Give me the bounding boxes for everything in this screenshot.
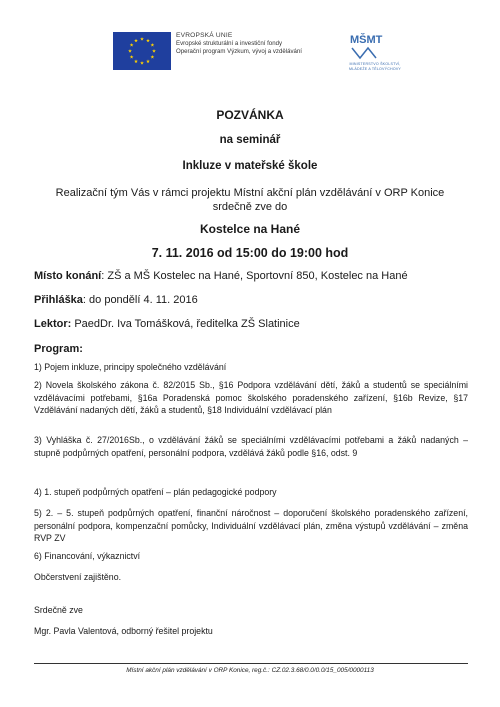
program-item: 1) Pojem inkluze, principy společného vzdělávání (34, 362, 227, 372)
venue-line (34, 270, 474, 282)
refreshment-note: Občerstvení zajištěno. (34, 572, 122, 582)
lecturer-label: Lektor: (34, 318, 72, 330)
msmt-line-2: MLÁDEŽE A TĚLOVÝCHOVY (348, 66, 402, 71)
lecturer-value: PaedDr. Iva Tomášková, ředitelka ZŠ Slatinice (71, 318, 300, 330)
eu-flag-icon (113, 32, 171, 70)
venue-value: : ZŠ a MŠ Kostelec na Hané, Sportovní 850, Kostelec na Hané (101, 270, 408, 282)
program-item: 3) Vyhláška č. 27/2016Sb., o vzdělávání žáků se speciálními vzdělávacími potřebami a žáků nadaných – stupně podpůrných opatření, personální podpora, vzdělává žáků podle §16, odst. 9 (34, 435, 468, 458)
place-name: Kostelce na Hané (199, 222, 301, 236)
lecturer-line (34, 318, 474, 330)
signup-label: Přihláška (34, 294, 83, 306)
eu-title: EVROPSKÁ UNIE (176, 32, 233, 39)
msmt-logo-icon (348, 28, 384, 62)
invite-subtitle: na seminář (219, 134, 281, 146)
program-item: 4) 1. stupeň podpůrných opatření – plán pedagogické podpory (34, 487, 277, 497)
invite-title: POZVÁNKA (216, 108, 284, 122)
eu-logo-text (176, 32, 302, 56)
program-item: 6) Financování, výkaznictví (34, 551, 141, 561)
msmt-logo-text (334, 62, 416, 71)
msmt-logo-top: MŠMT (350, 34, 383, 46)
eu-funds-line: Evropské strukturální a investiční fondy (176, 40, 283, 47)
program-item: 5) 2. – 5. stupeň podpůrných opatření, finanční náročnost – doporučení školského poradenského zařízení, personální podpora, kompenzační pomůcky, Individuální vzdělávací plán, změna výstupů vzdělávání – změna RVP ZV (34, 508, 468, 544)
signature: Mgr. Pavla Valentová, odborný řešitel projektu (34, 626, 213, 636)
intro-text: Realizační tým Vás v rámci projektu Místní akční plán vzdělávání v ORP Konice srdečně zve do (55, 187, 445, 213)
program-label: Program: (34, 343, 83, 355)
program-item: 2) Novela školského zákona č. 82/2015 Sb., §16 Podpora vzdělávání dětí, žáků a studentů se speciálními vzdělávacími potřebami, §16a Poradenská pomoc školského poradenského zařízení, §16b Revize, §17 Vzdělávání nadaných dětí, žáků a studentů, §18 Individuální vzdělávací plán (34, 380, 468, 416)
venue-label: Místo konání (34, 270, 102, 282)
logo-header (0, 28, 500, 78)
seminar-topic: Inkluze v mateřské škole (182, 160, 318, 172)
footer-divider (34, 663, 468, 664)
closing-greeting: Srdečně zve (34, 605, 83, 615)
eu-program-line: Operační program Výzkum, vývoj a vzdělávání (176, 48, 302, 55)
signup-line (34, 294, 474, 306)
event-datetime: 7. 11. 2016 od 15:00 do 19:00 hod (151, 246, 349, 260)
signup-value: : do pondělí 4. 11. 2016 (82, 294, 198, 306)
msmt-line-1: MINISTERSTVO ŠKOLSTVÍ, (349, 62, 401, 66)
program-heading (34, 343, 474, 355)
footer-text: Místní akční plán vzdělávání v ORP Konice, reg.č.: CZ.02.3.68/0.0/0.0/15_005/0000113 (126, 667, 374, 674)
